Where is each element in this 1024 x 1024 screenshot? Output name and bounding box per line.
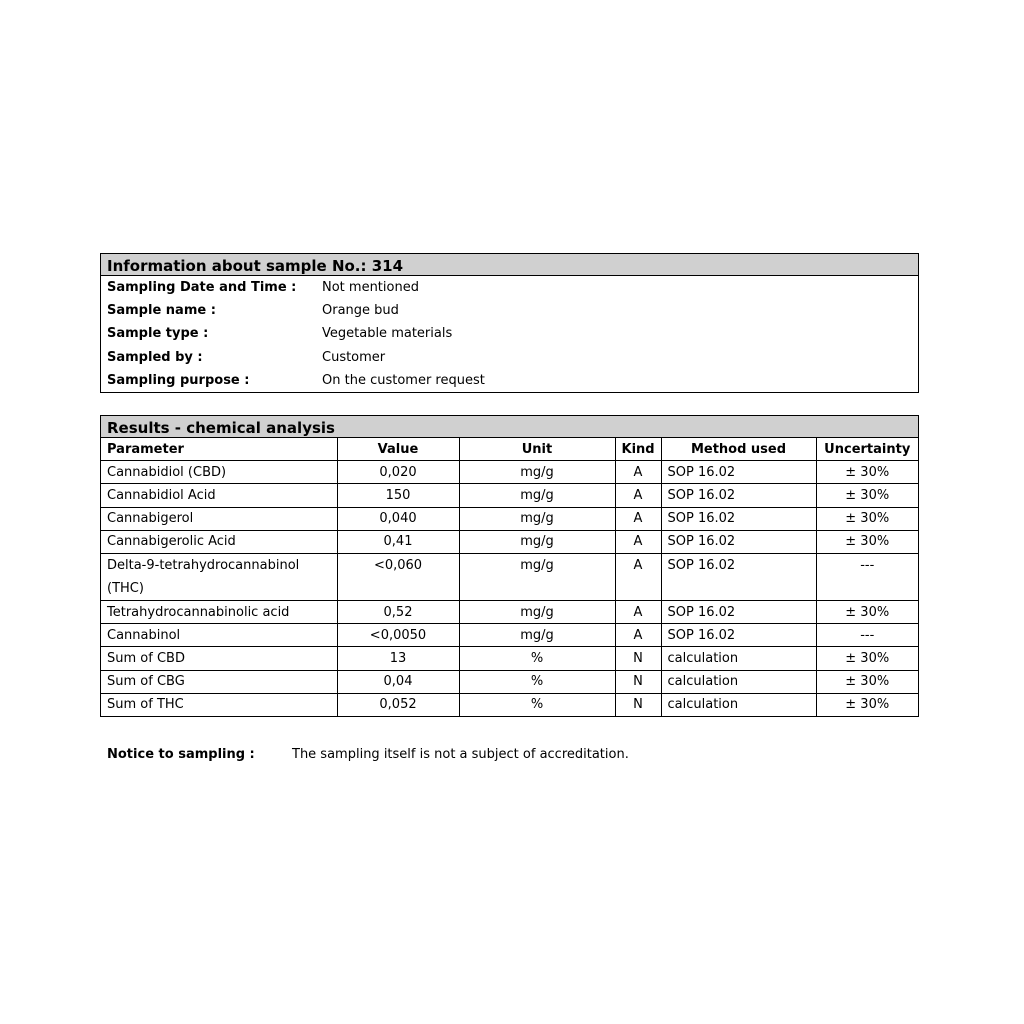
cell-kind: A xyxy=(615,553,661,600)
cell-kind: A xyxy=(615,530,661,553)
cell-method: SOP 16.02 xyxy=(661,507,816,530)
table-row xyxy=(101,507,918,530)
cell-unit: mg/g xyxy=(459,484,615,507)
table-row xyxy=(101,553,918,600)
cell-parameter: Sum of THC xyxy=(101,693,337,716)
cell-method: calculation xyxy=(661,647,816,670)
cell-method: SOP 16.02 xyxy=(661,553,816,600)
info-value: On the customer request xyxy=(322,372,485,388)
info-row-sampling-purpose xyxy=(101,369,918,392)
cell-uncertainty: ± 30% xyxy=(816,670,918,693)
cell-unit: mg/g xyxy=(459,461,615,484)
table-row xyxy=(101,461,918,484)
cell-unit: mg/g xyxy=(459,530,615,553)
cell-kind: N xyxy=(615,647,661,670)
sample-info-panel xyxy=(100,253,919,393)
cell-value: 0,040 xyxy=(337,507,459,530)
cell-uncertainty: ± 30% xyxy=(845,697,890,713)
cell-uncertainty: ± 30% xyxy=(816,647,918,670)
cell-method: SOP 16.02 xyxy=(661,484,816,507)
table-row xyxy=(101,670,918,693)
cell-uncertainty: ± 30% xyxy=(816,600,918,623)
info-label: Sample type : xyxy=(107,326,209,342)
cell-unit: % xyxy=(459,693,615,716)
results-header-row xyxy=(101,438,918,461)
cell-parameter: Sum of CBD xyxy=(101,647,337,670)
cell-value: 0,052 xyxy=(337,693,459,716)
cell-kind: A xyxy=(615,507,661,530)
sample-info-title: Information about sample No.: 314 xyxy=(101,254,918,276)
results-panel xyxy=(100,415,919,717)
cell-unit: mg/g xyxy=(459,553,615,600)
table-row xyxy=(101,600,918,623)
cell-method: calculation xyxy=(661,693,816,716)
cell-value: 13 xyxy=(337,647,459,670)
cell-method: SOP 16.02 xyxy=(661,600,816,623)
table-row xyxy=(101,647,918,670)
cell-unit: mg/g xyxy=(459,600,615,623)
cell-parameter: Delta-9-tetrahydrocannabinol (THC) xyxy=(101,553,337,600)
cell-value: <0,0050 xyxy=(337,624,459,647)
notice-label: Notice to sampling : xyxy=(107,747,255,762)
info-value: Orange bud xyxy=(322,303,399,319)
info-label: Sampling purpose : xyxy=(107,372,250,388)
info-row-sampling-date xyxy=(101,276,918,299)
cell-parameter: Cannabidiol (CBD) xyxy=(101,461,337,484)
info-row-sample-type xyxy=(101,322,918,345)
cell-unit: mg/g xyxy=(459,507,615,530)
info-label: Sampling Date and Time : xyxy=(107,280,297,295)
cell-uncertainty: ± 30% xyxy=(816,461,918,484)
notice-text: The sampling itself is not a subject of accreditation. xyxy=(292,747,629,762)
header-kind: Kind xyxy=(615,438,661,461)
cell-method: SOP 16.02 xyxy=(661,461,816,484)
table-row xyxy=(101,484,918,507)
info-label: Sample name : xyxy=(107,303,216,319)
cell-kind: A xyxy=(615,484,661,507)
cell-kind: N xyxy=(615,693,661,716)
cell-value: 0,04 xyxy=(337,670,459,693)
cell-unit: % xyxy=(459,670,615,693)
cell-uncertainty: ± 30% xyxy=(816,530,918,553)
cell-parameter: Cannabinol xyxy=(101,624,337,647)
header-parameter: Parameter xyxy=(101,438,337,461)
cell-parameter: Cannabidiol Acid xyxy=(101,484,337,507)
cell-parameter: Cannabigerolic Acid xyxy=(101,530,337,553)
cell-parameter: Sum of CBG xyxy=(101,670,337,693)
cell-kind: A xyxy=(615,624,661,647)
cell-uncertainty: --- xyxy=(816,553,918,600)
cell-unit: mg/g xyxy=(459,624,615,647)
cell-uncertainty: --- xyxy=(816,624,918,647)
header-unit: Unit xyxy=(459,438,615,461)
info-value: Not mentioned xyxy=(322,280,419,295)
sample-info-rows xyxy=(101,276,918,392)
header-value: Value xyxy=(337,438,459,461)
cell-parameter: Cannabigerol xyxy=(101,507,337,530)
cell-method: calculation xyxy=(661,670,816,693)
cell-value: 0,41 xyxy=(337,530,459,553)
cell-value: 0,52 xyxy=(337,600,459,623)
header-method: Method used xyxy=(661,438,816,461)
results-table xyxy=(101,438,918,716)
header-uncertainty: Uncertainty xyxy=(816,438,918,461)
cell-unit: % xyxy=(459,647,615,670)
cell-uncertainty: ± 30% xyxy=(816,484,918,507)
table-row xyxy=(101,624,918,647)
info-value: Vegetable materials xyxy=(322,326,453,342)
cell-kind: A xyxy=(615,461,661,484)
cell-method: SOP 16.02 xyxy=(661,530,816,553)
cell-kind: A xyxy=(615,600,661,623)
cell-parameter: Tetrahydrocannabinolic acid xyxy=(101,600,337,623)
info-row-sample-name xyxy=(101,299,918,322)
info-value: Customer xyxy=(322,349,386,365)
results-title: Results - chemical analysis xyxy=(101,416,918,438)
cell-uncertainty: ± 30% xyxy=(816,507,918,530)
cell-value: <0,060 xyxy=(337,553,459,600)
table-row xyxy=(101,693,918,716)
cell-kind: N xyxy=(615,670,661,693)
info-label: Sampled by : xyxy=(107,349,203,365)
table-row xyxy=(101,530,918,553)
cell-method: SOP 16.02 xyxy=(661,624,816,647)
info-row-sampled-by xyxy=(101,346,918,369)
cell-value: 0,020 xyxy=(337,461,459,484)
cell-value: 150 xyxy=(337,484,459,507)
